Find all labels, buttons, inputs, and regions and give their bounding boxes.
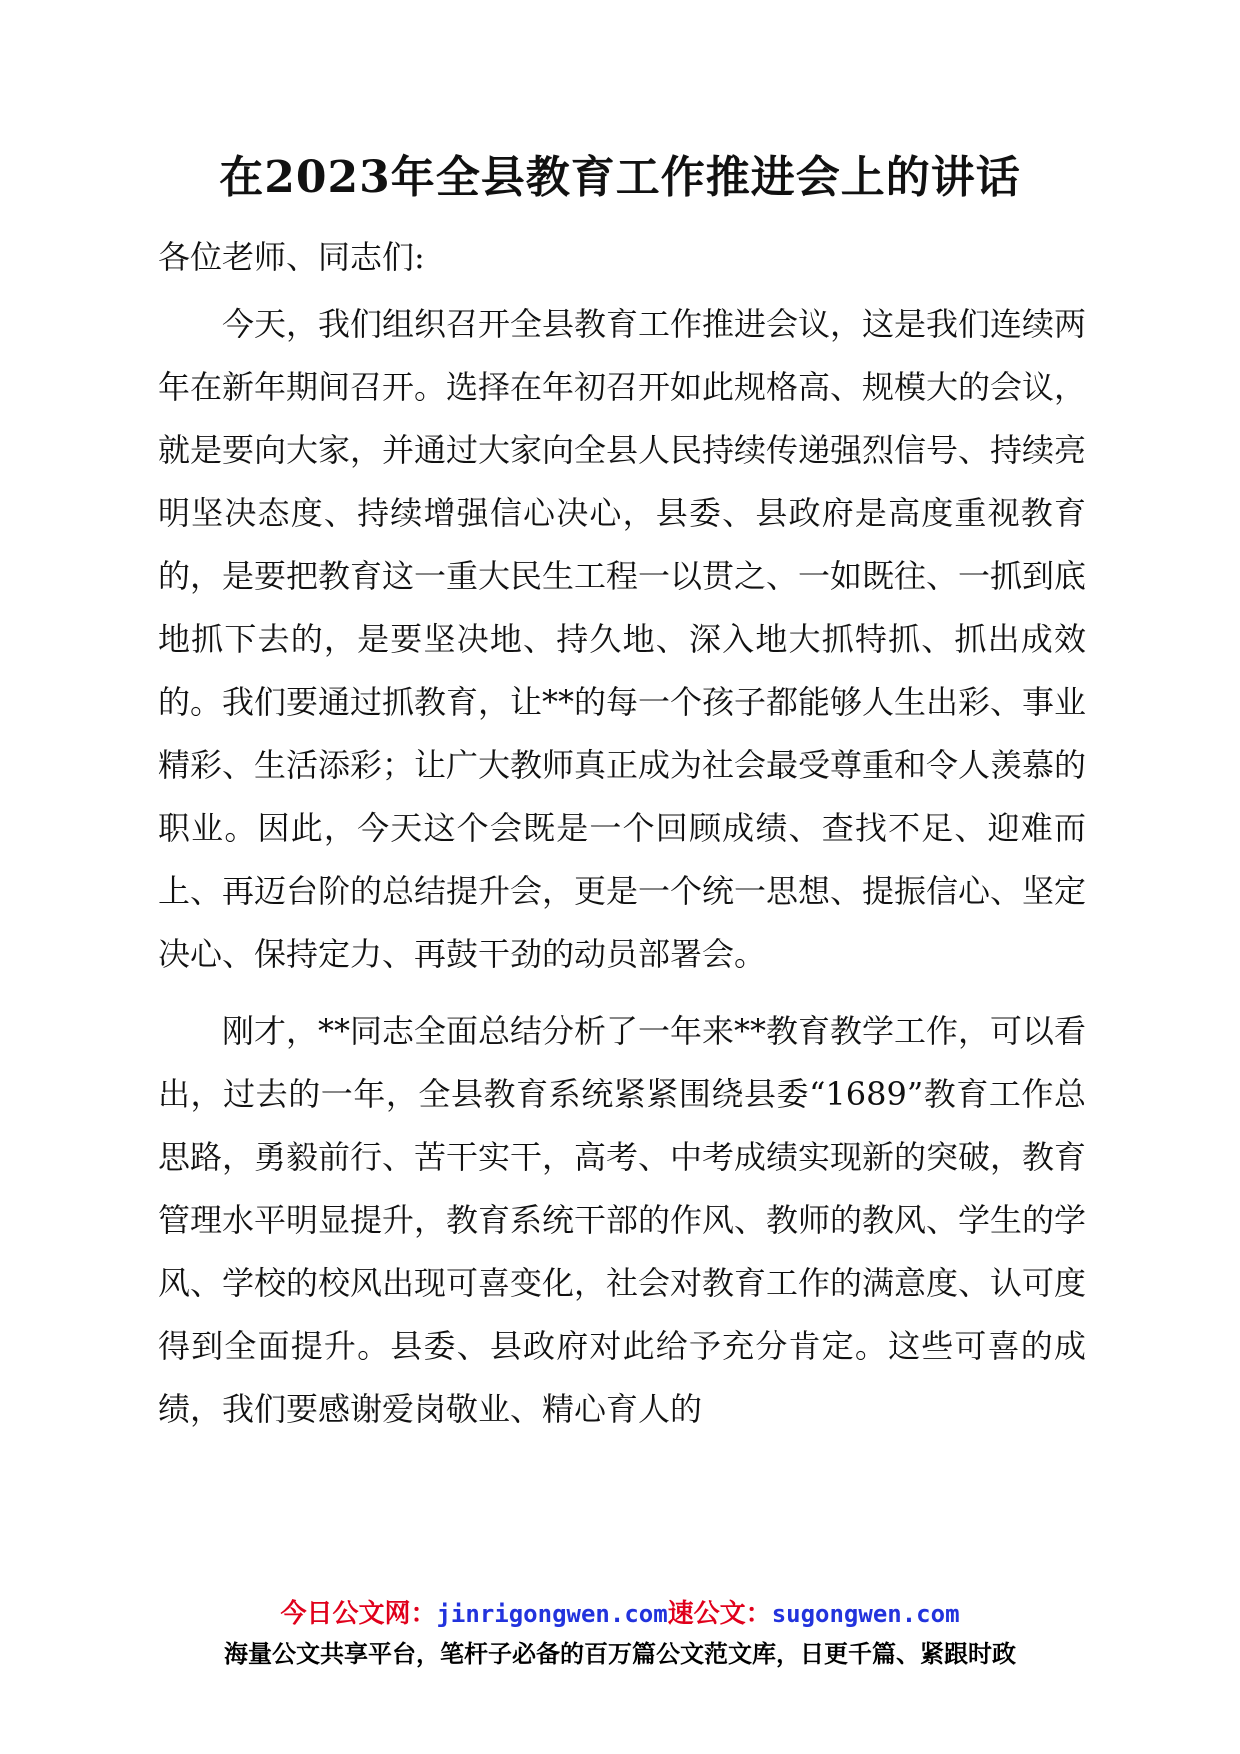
site2-url[interactable]: sugongwen.com xyxy=(771,1600,960,1628)
salutation: 各位老师、同志们: xyxy=(158,238,425,276)
document-title: 在2023年全县教育工作推进会上的讲话 xyxy=(219,152,1021,203)
watermark-footer xyxy=(0,1594,1240,1674)
site1-url[interactable]: jinrigongwen.com xyxy=(436,1600,668,1628)
document-body xyxy=(158,226,1086,1455)
site1-name: 今日公文网： xyxy=(280,1599,437,1629)
site2-name: 速公文： xyxy=(667,1599,772,1629)
paragraph-2: 刚才，**同志全面总结分析了一年来**教育教学工作，可以看出，过去的一年，全县教育系统紧紧围绕县委“1689”教育工作总思路，勇毅前行、苦干实干，高考、中考成绩实现新的突破，教育管理水平明显提升，教育系统干部的作风、教师的教风、学生的学风、学校的校风出现可喜变化，社会对教育工作的满意度、认可度得到全面提升。县委、县政府对此给予充分肯定。这些可喜的成绩，我们要感谢爱岗敬业、精心育人的 xyxy=(158,1012,1087,1428)
footer-sites xyxy=(0,1594,1240,1634)
footer-slogan: 海量公文共享平台，笔杆子必备的百万篇公文范文库，日更千篇、紧跟时政 xyxy=(224,1640,1016,1668)
paragraph-1: 今天，我们组织召开全县教育工作推进会议，这是我们连续两年在新年期间召开。选择在年初召开如此规格高、规模大的会议，就是要向大家，并通过大家向全县人民持续传递强烈信号、持续亮明坚决态度、持续增强信心决心，县委、县政府是高度重视教育的，是要把教育这一重大民生工程一以贯之、一如既往、一抓到底地抓下去的，是要坚决地、持久地、深入地大抓特抓、抓出成效的。我们要通过抓教育，让**的每一个孩子都能够人生出彩、事业精彩、生活添彩；让广大教师真正成为社会最受尊重和令人羡慕的职业。因此，今天这个会既是一个回顾成绩、查找不足、迎难而上、再迈台阶的总结提升会，更是一个统一思想、提振信心、坚定决心、保持定力、再鼓干劲的动员部署会。 xyxy=(158,305,1087,973)
